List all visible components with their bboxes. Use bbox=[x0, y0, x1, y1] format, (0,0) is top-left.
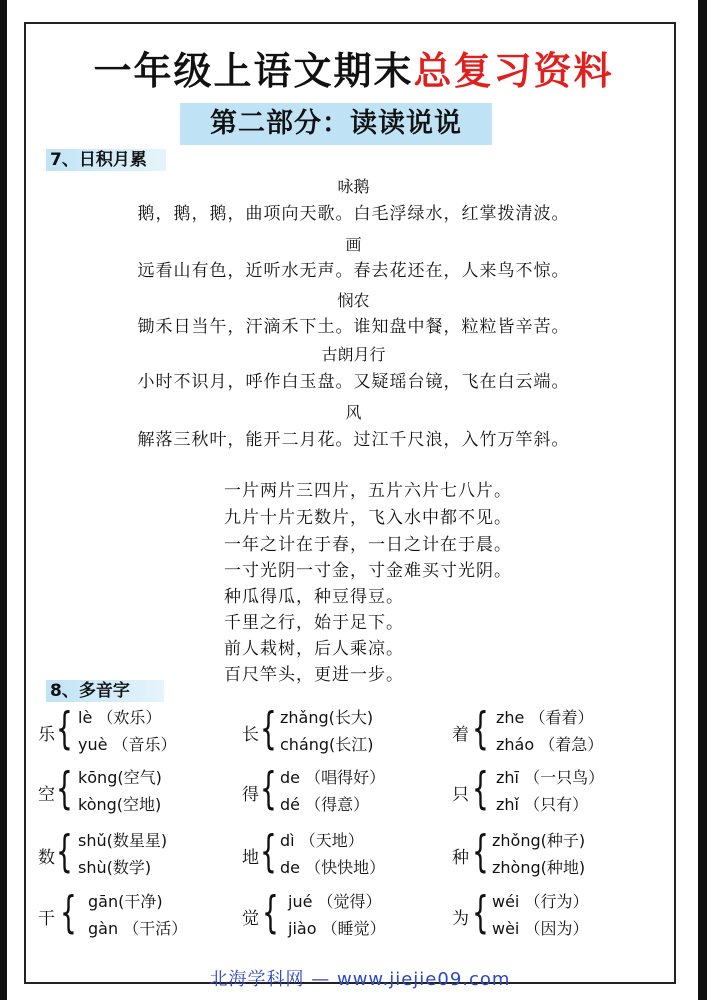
poem-title: 咏鹅 bbox=[337, 177, 370, 196]
polyphone-char: 干 bbox=[38, 909, 55, 929]
polyphone-reading-1: dì （天地） bbox=[280, 831, 364, 850]
polyphone-reading-2: gàn （干活） bbox=[88, 919, 188, 938]
section7-heading: 7、日积月累 bbox=[46, 149, 166, 171]
saying-line: 一片两片三四片，五片六片七八片。 bbox=[224, 481, 512, 501]
saying-line: 千里之行，始于足下。 bbox=[224, 613, 404, 633]
polyphone-reading-1: jué （觉得） bbox=[288, 892, 382, 911]
polyphone-reading-1: lè （欢乐） bbox=[78, 708, 162, 727]
brace-icon: { bbox=[56, 763, 73, 814]
saying-line: 九片十片无数片，飞入水中都不见。 bbox=[224, 508, 512, 528]
brace-icon: { bbox=[56, 703, 73, 754]
polyphone-reading-1: zhǒng(种子) bbox=[492, 831, 586, 850]
saying-line: 一寸光阴一寸金，寸金难买寸光阴。 bbox=[224, 561, 512, 581]
polyphone-char: 只 bbox=[452, 785, 469, 805]
brace-icon: { bbox=[56, 826, 73, 877]
polyphone-reading-1: wéi （行为） bbox=[492, 892, 589, 911]
brace-icon: { bbox=[472, 763, 489, 814]
polyphone-char: 长 bbox=[242, 725, 259, 745]
polyphone-char: 着 bbox=[452, 725, 469, 745]
saying-line: 种瓜得瓜，种豆得豆。 bbox=[224, 587, 404, 607]
poem-line: 解落三秋叶，能开二月花。过江千尺浪，入竹万竿斜。 bbox=[137, 430, 570, 450]
polyphone-reading-2: dé （得意） bbox=[280, 795, 370, 814]
poem-title: 悯农 bbox=[337, 291, 370, 310]
polyphone-reading-1: kōng(空气) bbox=[78, 768, 162, 787]
poem-title: 风 bbox=[345, 403, 362, 422]
polyphone-char: 乐 bbox=[38, 725, 55, 745]
polyphone-char: 得 bbox=[242, 785, 259, 805]
polyphone-reading-2: wèi （因为） bbox=[492, 919, 589, 938]
brace-icon: { bbox=[472, 826, 489, 877]
polyphone-reading-2: jiào （睡觉） bbox=[288, 919, 386, 938]
right-edge-bar bbox=[698, 0, 707, 1000]
poem-line: 小时不识月，呼作白玉盘。又疑瑶台镜，飞在白云端。 bbox=[137, 372, 570, 392]
polyphone-reading-2: de （快快地） bbox=[280, 858, 386, 877]
polyphone-reading-2: zháo （着急） bbox=[496, 735, 604, 754]
polyphone-reading-1: gān(干净) bbox=[88, 892, 163, 911]
polyphone-reading-2: zhòng(种地) bbox=[492, 858, 586, 877]
polyphone-reading-2: yuè （音乐） bbox=[78, 735, 177, 754]
title-part1: 一年级上语文期末 bbox=[93, 49, 414, 93]
poem-title: 古朗月行 bbox=[321, 345, 386, 364]
polyphone-reading-1: shǔ(数星星) bbox=[78, 831, 168, 850]
brace-icon: { bbox=[260, 703, 277, 754]
saying-line: 一年之计在于春，一日之计在于晨。 bbox=[224, 535, 512, 555]
brace-icon: { bbox=[472, 887, 489, 938]
polyphone-reading-1: de （唱得好） bbox=[280, 768, 386, 787]
polyphone-reading-1: zhī （一只鸟） bbox=[496, 768, 605, 787]
left-edge-bar bbox=[0, 0, 7, 1000]
watermark-footer: 北海学科网 — www.jiejie09.com bbox=[209, 969, 511, 990]
brace-icon: { bbox=[60, 887, 77, 938]
poem-line: 锄禾日当午，汗滴禾下土。谁知盘中餐，粒粒皆辛苦。 bbox=[137, 317, 570, 337]
brace-icon: { bbox=[262, 887, 279, 938]
saying-line: 百尺竿头，更进一步。 bbox=[224, 665, 404, 685]
saying-line: 前人栽树，后人乘凉。 bbox=[224, 639, 404, 659]
section8-heading: 8、多音字 bbox=[46, 680, 164, 702]
polyphone-reading-2: zhǐ （只有） bbox=[496, 795, 589, 814]
polyphone-char: 空 bbox=[38, 785, 55, 805]
polyphone-char: 数 bbox=[38, 848, 55, 868]
polyphone-char: 地 bbox=[242, 848, 259, 868]
polyphone-reading-1: zhe （看着） bbox=[496, 708, 594, 727]
brace-icon: { bbox=[472, 703, 489, 754]
title-part2: 总复习资料 bbox=[413, 49, 614, 93]
polyphone-reading-1: zhǎng(长大) bbox=[280, 708, 374, 727]
polyphone-char: 为 bbox=[452, 909, 469, 929]
part-banner: 第二部分：读读说说 bbox=[180, 103, 492, 145]
polyphone-reading-2: kòng(空地) bbox=[78, 795, 162, 814]
poem-line: 鹅，鹅，鹅，曲项向天歌。白毛浮绿水，红掌拨清波。 bbox=[137, 204, 570, 224]
poem-line: 远看山有色，近听水无声。春去花还在，人来鸟不惊。 bbox=[137, 261, 570, 281]
page-title bbox=[0, 40, 707, 95]
polyphone-char: 觉 bbox=[242, 909, 259, 929]
brace-icon: { bbox=[260, 763, 277, 814]
polyphone-reading-2: cháng(长江) bbox=[280, 735, 374, 754]
polyphone-reading-2: shù(数学) bbox=[78, 858, 152, 877]
poem-title: 画 bbox=[345, 235, 362, 254]
polyphone-char: 种 bbox=[452, 848, 469, 868]
brace-icon: { bbox=[260, 826, 277, 877]
